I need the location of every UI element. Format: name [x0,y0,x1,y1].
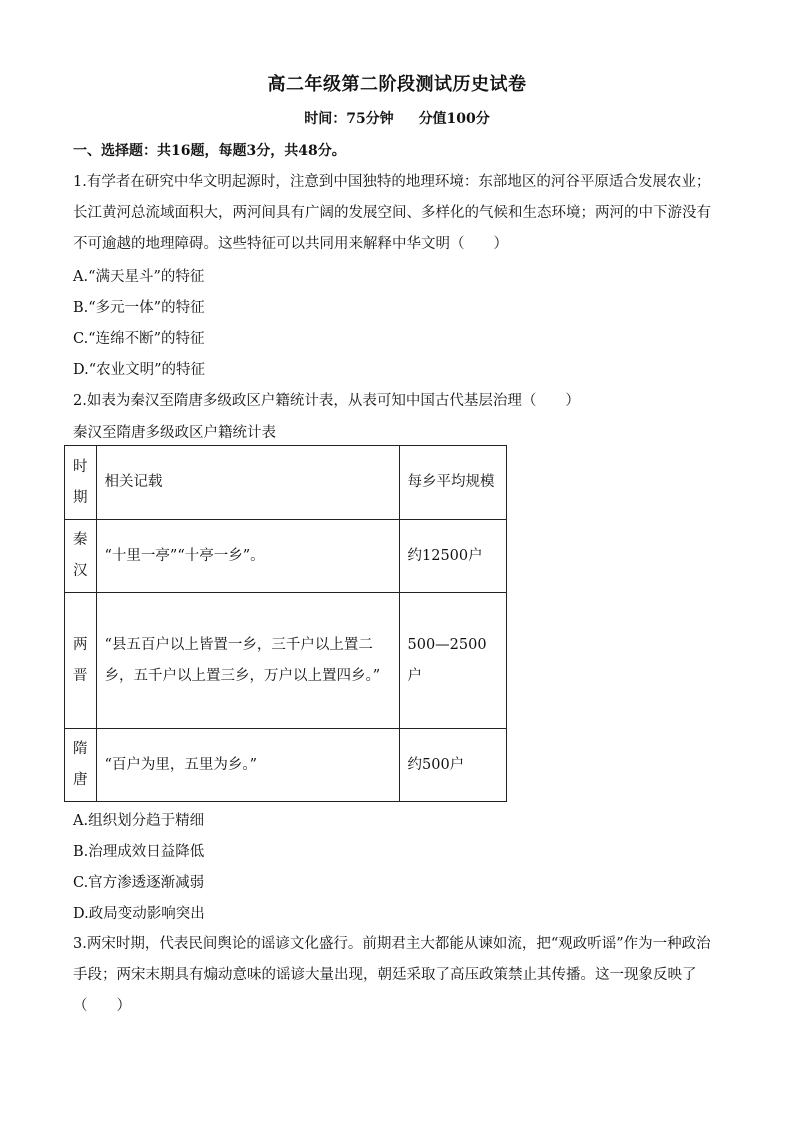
question-1-stem: 1.有学者在研究中华文明起源时，注意到中国独特的地理环境：东部地区的河谷平原适合发展农业；长江黄河总流域面积大，两河间具有广阔的发展空间、多样化的气候和生态环境；两河的中下游没有不可逾越的地理障碍。这些特征可以共同用来解释中华文明（ ） [73,174,711,252]
header-cell-records: 相关记载 [96,446,399,520]
record-cell: “县五百户以上皆置一乡，三千户以上置二乡，五千户以上置三乡，万户以上置四乡。” [96,593,399,729]
header-cell-scale: 每乡平均规模 [399,446,506,520]
page-title: 高二年级第二阶段测试历史试卷 [267,74,527,95]
period-cell: 秦汉 [65,520,97,593]
time-limit: 时间：75分钟 [304,111,394,127]
record-cell: “十里一亭”“十亭一乡”。 [96,520,399,593]
household-table [64,445,507,802]
table-caption: 秦汉至隋唐多级政区户籍统计表 [73,425,276,441]
question-2-option-a: A.组织划分趋于精细 [73,813,205,829]
period-cell: 隋唐 [65,729,97,802]
question-1-option-d: D.“农业文明”的特征 [73,362,206,378]
section-heading: 一、选择题：共16题，每题3分，共48分。 [73,143,346,159]
scale-cell: 约500户 [399,729,506,802]
question-1-option-c: C.“连绵不断”的特征 [73,331,205,347]
question-1-option-b: B.“多元一体”的特征 [73,300,205,316]
question-2-option-c: C.官方渗透逐渐减弱 [73,875,205,891]
table-row [65,593,507,729]
question-2-option-d: D.政局变动影响突出 [73,906,205,922]
record-cell: “百户为里，五里为乡。” [96,729,399,802]
period-cell: 两晋 [65,593,97,729]
scale-cell: 500—2500户 [399,593,506,729]
header-cell-period: 时期 [65,446,97,520]
table-header-row [65,446,507,520]
table-row [65,520,507,593]
total-score: 分值100分 [418,111,490,127]
question-1-option-a: A.“满天星斗”的特征 [73,269,205,285]
table-row [65,729,507,802]
question-3-stem: 3.两宋时期，代表民间舆论的谣谚文化盛行。前期君主大都能从谏如流，把“观政听谣”作为一种政治手段；两宋末期具有煽动意味的谣谚大量出现，朝廷采取了高压政策禁止其传播。这一现象反映了（ ） [73,936,711,1014]
exam-info [0,108,794,128]
question-2-stem: 2.如表为秦汉至隋唐多级政区户籍统计表，从表可知中国古代基层治理（ ） [73,393,580,409]
scale-cell: 约12500户 [399,520,506,593]
question-2-option-b: B.治理成效日益降低 [73,844,205,860]
